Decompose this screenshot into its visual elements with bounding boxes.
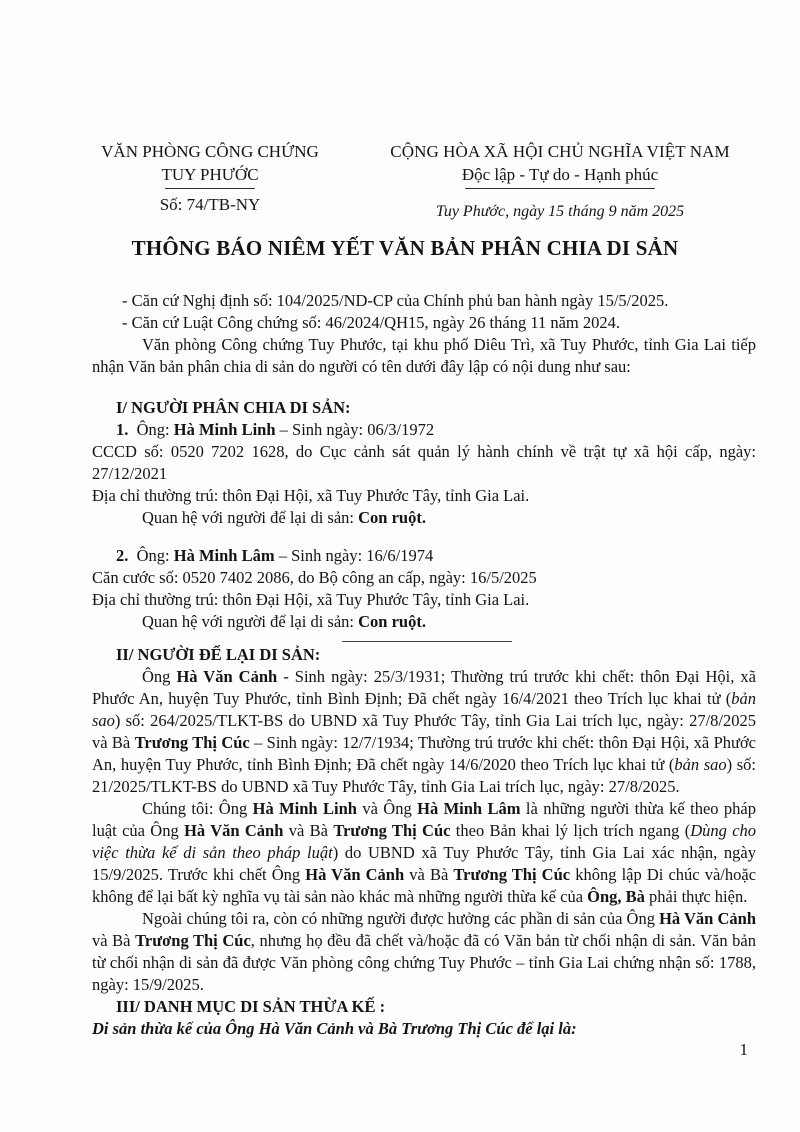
heir-1-prefix: Ông: [136,420,170,439]
office-header [80,140,340,216]
deceased-1-name: Hà Văn Cảnh [176,667,278,686]
text-run: ) số: 264/2025/TLKT-BS do UBND xã Tuy Phước Tây, tỉnh Gia Lai trích lục, ngày: 27/8/2025 và Bà [92,711,756,752]
deceased-2-name: Trương Thị Cúc [134,733,250,752]
legal-basis-1: - Căn cứ Nghị định số: 104/2025/ND-CP của Chính phủ ban hành ngày 15/5/2025. [122,291,669,310]
text-run: Ngoài chúng tôi ra, còn có những người được hưởng các phần di sản của Ông [142,909,660,928]
section-1-heading: I/ NGƯỜI PHÂN CHIA DI SẢN: [116,398,351,417]
heir-1-line [92,419,756,441]
spacer [92,529,756,545]
heir-2-line [92,545,756,567]
heir-2-relation-value: Con ruột. [358,612,426,631]
text-run: ) số: 21/2025/TLKT-BS do UBND xã Tuy Phước Tây, tỉnh Gia Lai trích lục, ngày: 27/8/2025. [92,755,757,796]
text-run: và Ông [356,799,418,818]
document-title: THÔNG BÁO NIÊM YẾT VĂN BẢN PHÂN CHIA DI SẢN [131,236,679,260]
text-run: không lập Di chúc và/hoặc không để lại bất kỳ nghĩa vụ tài sản nào khác mà những người thừa kế của [92,865,757,906]
deceased-paragraph [92,666,756,798]
text-run: theo Bản khai lý lịch trích ngang ( [450,821,691,840]
name-run: Hà Văn Cảnh [305,865,405,884]
page-number: 1 [739,1040,748,1059]
legal-basis-2: - Căn cứ Luật Công chứng số: 46/2024/QH15, ngày 26 tháng 11 năm 2024. [122,313,621,332]
office-name: VĂN PHÒNG CÔNG CHỨNG [101,142,319,161]
office-location: TUY PHƯỚC [161,165,259,184]
heir-2-number: 2. [116,546,129,565]
text-run: Chúng tôi: Ông [142,799,253,818]
name-run: Trương Thị Cúc [135,931,251,950]
heir-1-address: Địa chỉ thường trú: thôn Đại Hội, xã Tuy Phước Tây, tỉnh Gia Lai. [92,486,530,505]
heir-1-relation [92,507,756,529]
section-2-heading: II/ NGƯỜI ĐỂ LẠI DI SẢN: [116,645,321,664]
text-run: - Sinh ngày: 25/3/1931; Thường trú trước khi chết: thôn Đại Hội, xã Phước An, huyện Tuy Phước, tỉnh Bình Định; Đã chết ngày 16/4/2021 theo Trích lục khai tử ( [92,667,756,708]
text-run: , nhưng họ đều đã chết và/hoặc đã có Văn bản từ chối nhận di sản. Văn bản từ chối nhận di sản đã được Văn phòng công chứng Tuy Phước – tỉnh Gia Lai chứng nhận số: 1788, ngày: 15/9/2025. [92,931,757,994]
document-date: Tuy Phước, ngày 15 tháng 9 năm 2025 [435,203,685,220]
heir-1-id: CCCD số: 0520 7202 1628, do Cục cảnh sát quản lý hành chính về trật tự xã hội cấp, ngày: 27/12/2021 [92,442,756,483]
heir-1-dob: – Sinh ngày: 06/3/1972 [279,420,435,439]
text-run: và Bà [283,821,334,840]
heir-2-name: Hà Minh Lâm [173,546,275,565]
name-run: Trương Thị Cúc [453,865,571,884]
italic-run: bản sao [674,755,727,774]
heir-1-number: 1. [116,420,129,439]
intro-paragraph: Văn phòng Công chứng Tuy Phước, tại khu phố Diêu Trì, xã Tuy Phước, tỉnh Gia Lai tiếp nhận Văn bản phân chia di sản do người có tên dưới đây lập có nội dung như sau: [92,335,756,376]
nation-header [370,140,750,223]
name-run: Trương Thị Cúc [333,821,451,840]
text-run: ) do UBND xã Tuy Phước Tây, tỉnh Gia Lai xác nhận, ngày 15/9/2025. Trước khi chết Ông [92,843,756,884]
name-run: Hà Minh Linh [252,799,357,818]
heir-2-dob: – Sinh ngày: 16/6/1974 [278,546,434,565]
heir-2-prefix: Ông: [136,546,170,565]
reference-number: Số: 74/TB-NY [159,195,261,214]
heir-2-relation [92,611,756,633]
heir-1-relation-label: Quan hệ với người để lại di sản: [142,508,354,527]
motto-underline [465,188,655,189]
section-divider [342,641,512,642]
heir-1-name: Hà Minh Linh [173,420,276,439]
heir-2-address: Địa chỉ thường trú: thôn Đại Hội, xã Tuy Phước Tây, tỉnh Gia Lai. [92,590,530,609]
text-run: phải thực hiện. [644,887,748,906]
text-run: – Sinh ngày: 12/7/1934; Thường trú trước khi chết: thôn Đại Hội, xã Phước An, huyện Tuy Phước, tỉnh Bình Định; Đã chết ngày 14/6/2020 theo Trích lục khai tử ( [92,733,756,774]
office-underline [165,188,255,189]
name-run: Ông, Bà [587,887,645,906]
other-heirs-paragraph [92,908,756,996]
italic-run: bản sao [92,689,756,730]
nation-name: CỘNG HÒA XÃ HỘI CHỦ NGHĨA VIỆT NAM [390,142,730,161]
text-run: và Bà [404,865,454,884]
heir-2-id: Căn cước số: 0520 7402 2086, do Bộ công an cấp, ngày: 16/5/2025 [92,568,537,587]
section-3-heading: III/ DANH MỤC DI SẢN THỪA KẾ : [116,997,386,1016]
name-run: Hà Minh Lâm [417,799,521,818]
heirs-statement-paragraph [92,798,756,908]
heir-2-relation-label: Quan hệ với người để lại di sản: [142,612,354,631]
heir-1-relation-value: Con ruột. [358,508,426,527]
name-run: Hà Văn Cảnh [659,909,756,928]
text-run: và Bà [92,931,136,950]
document-body [92,290,756,1040]
name-run: Hà Văn Cảnh [184,821,284,840]
text-run: Ông [142,667,177,686]
text-run: là những người thừa kế theo pháp luật của Ông [92,799,756,840]
section-3-subheading: Di sản thừa kế của Ông Hà Văn Cảnh và Bà Trương Thị Cúc để lại là: [92,1019,577,1038]
national-motto: Độc lập - Tự do - Hạnh phúc [461,165,659,184]
italic-run: Dùng cho việc thừa kế di sản theo pháp luật [92,821,757,862]
